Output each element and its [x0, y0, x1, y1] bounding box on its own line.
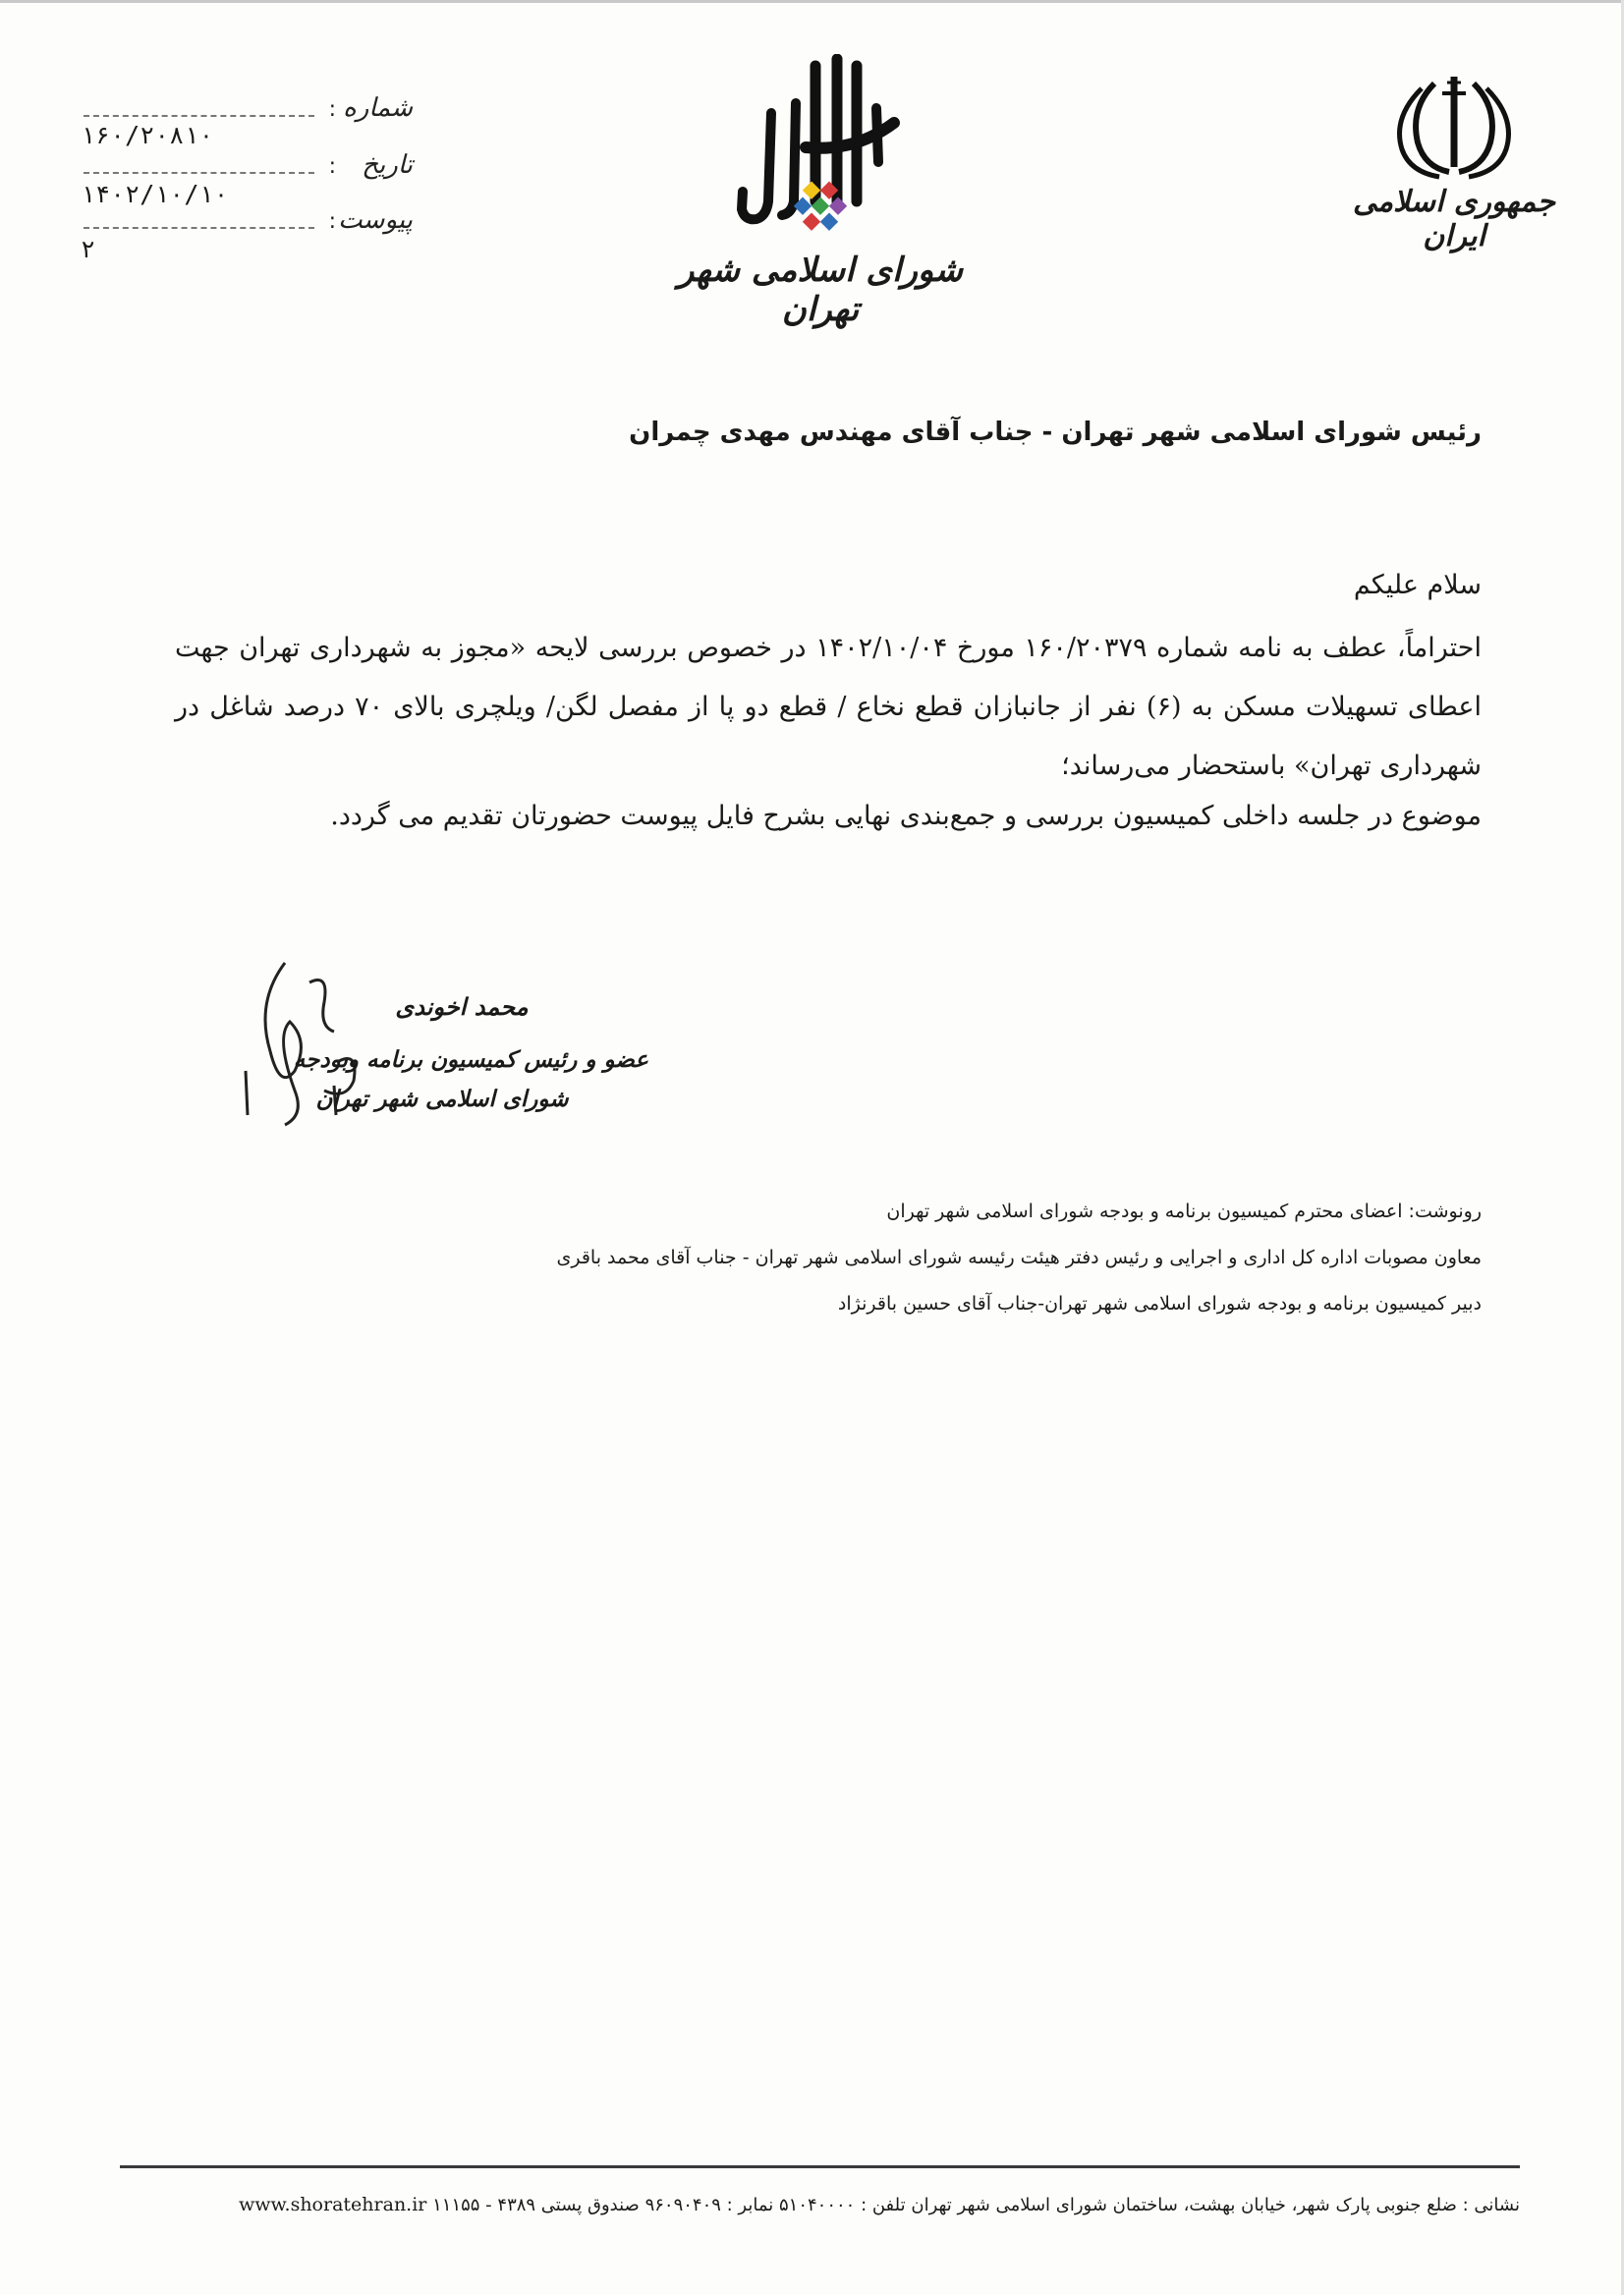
iran-emblem-icon	[1341, 69, 1567, 182]
attachment-dotted-line	[84, 227, 314, 229]
signatory-title-line-2: شورای اسلامی شهر تهران	[315, 1086, 569, 1112]
attachment-label: پیوست	[338, 205, 413, 235]
footer-divider	[120, 2165, 1520, 2168]
footer-website-link[interactable]: www.shoratehran.ir	[239, 2194, 427, 2215]
cc-line-1: رونوشت: اعضای محترم کمیسیون برنامه و بودجه شورای اسلامی شهر تهران	[886, 1201, 1482, 1222]
letter-recipient: رئیس شورای اسلامی شهر تهران - جناب آقای مهندس مهدی چمران	[629, 418, 1482, 447]
city-council-logo	[658, 54, 982, 329]
number-label: شماره	[343, 93, 413, 123]
city-council-logo-icon	[658, 54, 982, 251]
number-colon: :	[328, 97, 336, 122]
signature-block	[236, 973, 648, 1149]
date-row	[79, 150, 413, 208]
attachment-row	[79, 205, 413, 263]
iran-emblem	[1341, 69, 1567, 253]
date-value: ۱۴۰۲/۱۰/۱۰	[81, 180, 229, 208]
cc-list	[401, 1189, 1482, 1327]
date-colon: :	[328, 154, 336, 179]
letter-paragraph-2: موضوع در جلسه داخلی کمیسیون بررسی و جمع‌بندی نهایی بشرح فایل پیوست حضورتان تقدیم می گردد.	[330, 801, 1482, 831]
attachment-colon: :	[328, 209, 336, 234]
cc-line-2: معاون مصوبات اداره کل اداری و اجرایی و رئیس دفتر هیئت رئیسه شورای اسلامی شهر تهران - جناب آقای محمد باقری	[556, 1247, 1482, 1268]
footer-address: نشانی : ضلع جنوبی پارک شهر، خیابان بهشت، ساختمان شورای اسلامی شهر تهران تلفن : ۵۱۰۴۰۰۰۰ نمابر : ۹۶۰۹۰۴۰۹ صندوق پستی ۴۳۸۹ - ۱۱۱۵۵	[432, 2195, 1520, 2215]
signatory-title-line-1: عضو و رئیس کمیسیون برنامه وبودجه	[293, 1046, 648, 1073]
letter-greeting: سلام علیکم	[1353, 570, 1482, 600]
date-dotted-line	[84, 172, 314, 174]
number-row	[79, 93, 413, 149]
cc-line-3: دبیر کمیسیون برنامه و بودجه شورای اسلامی شهر تهران-جناب آقای حسین باقرنژاد	[837, 1293, 1482, 1315]
number-value: ۱۶۰/۲۰۸۱۰	[81, 121, 214, 149]
number-dotted-line	[84, 115, 314, 117]
iran-emblem-text: جمهوری اسلامی ایران	[1352, 185, 1556, 253]
attachment-value: ۲	[81, 235, 96, 263]
date-label: تاریخ	[362, 150, 413, 180]
footer	[120, 2194, 1520, 2223]
letter-paragraph-1: احتراماً، عطف به نامه شماره ۱۶۰/۲۰۳۷۹ مورخ ۱۴۰۲/۱۰/۰۴ در خصوص بررسی لایحه «مجوز به شهرداری تهران جهت اعطای تسهیلات مسکن به (۶) نفر از جانبازان قطع نخاع / قطع دو پا از مفصل لگن/ ویلچری بالای ۷۰ درصد شاغل در شهرداری تهران» باستحضار می‌رساند؛	[175, 633, 1482, 781]
city-council-logo-text: شورای اسلامی شهر تهران	[678, 251, 963, 329]
signatory-name: محمد اخوندی	[395, 992, 529, 1021]
letter-meta	[79, 93, 413, 263]
